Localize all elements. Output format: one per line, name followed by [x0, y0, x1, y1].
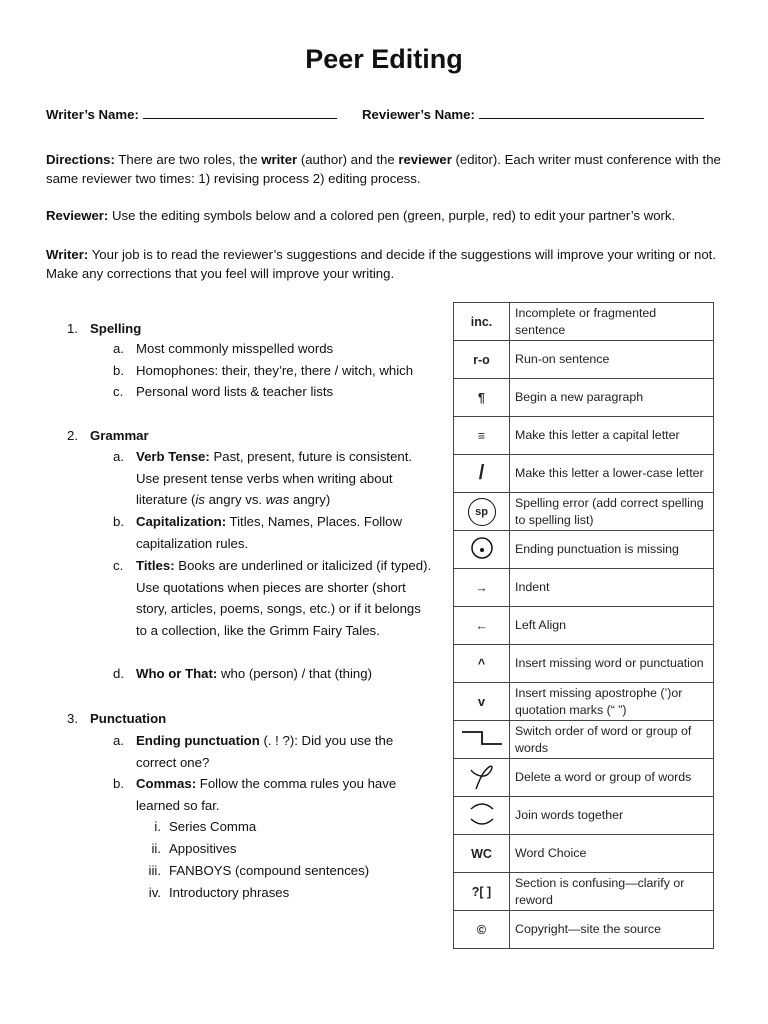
reviewer-paragraph: Reviewer: Use the editing symbols below and a colored pen (green, purple, red) to edit your partner’s work. [46, 208, 676, 223]
capitalize-icon: ≡ [454, 417, 510, 455]
spelling-circle-icon: sp [454, 493, 510, 531]
caret-up-icon: ^ [454, 645, 510, 683]
description-cell: Make this letter a capital letter [510, 417, 714, 455]
list-item: a. Ending punctuation (. ! ?): Did you use the correct one? [113, 733, 394, 770]
list-item: i. Series Comma [154, 819, 257, 834]
table-row [454, 379, 714, 417]
list-item: b. Capitalization: Titles, Names, Places. Follow capitalization rules. [113, 514, 403, 551]
list-number: 2. [67, 428, 78, 443]
description-cell: Insert missing apostrophe (’)or quotation marks (“ ”) [510, 683, 714, 721]
table-row [454, 417, 714, 455]
description-cell: Spelling error (add correct spelling to spelling list) [510, 493, 714, 531]
description-cell: Left Align [510, 607, 714, 645]
delete-loop-icon [454, 759, 510, 797]
list-item: iv. Introductory phrases [148, 885, 290, 900]
table-row [454, 531, 714, 569]
table-row [454, 569, 714, 607]
description-cell: Switch order of word or group of words [510, 721, 714, 759]
table-row [454, 683, 714, 721]
page-title: Peer Editing [305, 44, 463, 74]
table-row [454, 835, 714, 873]
writer-paragraph: Writer: Your job is to read the reviewer’s suggestions and decide if the suggestions will improve your writing or not. Make any corrections that you feel will improve your writing. [46, 247, 716, 281]
join-words-icon [454, 797, 510, 835]
description-cell: Delete a word or group of words [510, 759, 714, 797]
section-heading-spelling: Spelling [90, 321, 142, 336]
list-item: a. Most commonly misspelled words [113, 341, 334, 356]
list-item: b. Commas: Follow the comma rules you have learned so far. [113, 776, 397, 813]
description-cell: Run-on sentence [510, 341, 714, 379]
writer-name-line[interactable] [143, 106, 337, 119]
copyright-icon: © [454, 911, 510, 949]
description-cell: Join words together [510, 797, 714, 835]
writer-name-label: Writer’s Name: [46, 107, 139, 122]
section-heading-grammar: Grammar [90, 428, 149, 443]
section-heading-punctuation: Punctuation [90, 711, 167, 726]
description-cell: Copyright—site the source [510, 911, 714, 949]
list-item: ii. Appositives [151, 841, 237, 856]
reviewer-name-field[interactable] [362, 106, 704, 122]
table-row [454, 721, 714, 759]
reviewer-name-line[interactable] [479, 106, 704, 119]
description-cell: Word Choice [510, 835, 714, 873]
description-cell: Indent [510, 569, 714, 607]
reviewer-name-label: Reviewer’s Name: [362, 107, 475, 122]
symbol-cell: ?[ ] [454, 873, 510, 911]
paragraph-icon: ¶ [454, 379, 510, 417]
list-item: a. Verb Tense: Past, present, future is consistent. Use present tense verbs when writing about literature (is angry vs. was angry) [113, 449, 413, 508]
description-cell: Insert missing word or punctuation [510, 645, 714, 683]
description-cell: Section is confusing—clarify or reword [510, 873, 714, 911]
table-row [454, 759, 714, 797]
caret-down-icon: v [454, 683, 510, 721]
symbol-cell: inc. [454, 303, 510, 341]
table-row [454, 303, 714, 341]
description-cell: Ending punctuation is missing [510, 531, 714, 569]
symbol-cell: WC [454, 835, 510, 873]
table-row [454, 341, 714, 379]
list-number: 1. [67, 321, 78, 336]
list-item: iii. FANBOYS (compound sentences) [148, 863, 370, 878]
table-row [454, 645, 714, 683]
table-row [454, 607, 714, 645]
list-item: c. Titles: Books are underlined or italicized (if typed). Use quotations when pieces are shorter (short story, articles, poems, songs, etc.) or if it belongs to a collection, like the Grimm Fairy Tales. [113, 558, 432, 639]
left-align-arrow-icon: ← [454, 607, 510, 645]
list-item: d. Who or That: who (person) / that (thing) [113, 666, 372, 681]
directions-paragraph: Directions: There are two roles, the writer (author) and the reviewer (editor). Each writer must conference with the same reviewer two times: 1) revising process 2) editing process. [46, 152, 721, 186]
lowercase-slash-icon: / [454, 455, 510, 493]
description-cell: Make this letter a lower-case letter [510, 455, 714, 493]
table-row [454, 911, 714, 949]
list-item: b. Homophones: their, they’re, there / witch, which [113, 363, 414, 378]
table-row [454, 873, 714, 911]
description-cell: Begin a new paragraph [510, 379, 714, 417]
switch-order-icon [454, 721, 510, 759]
description-cell: Incomplete or fragmented sentence [510, 303, 714, 341]
symbol-cell: r-o [454, 341, 510, 379]
editing-symbols-table [453, 302, 714, 949]
list-item: c. Personal word lists & teacher lists [113, 384, 334, 399]
writer-name-field[interactable] [46, 106, 337, 122]
table-row [454, 455, 714, 493]
list-number: 3. [67, 711, 78, 726]
indent-arrow-icon: → [454, 569, 510, 607]
period-circle-icon [454, 531, 510, 569]
table-row [454, 493, 714, 531]
table-row [454, 797, 714, 835]
